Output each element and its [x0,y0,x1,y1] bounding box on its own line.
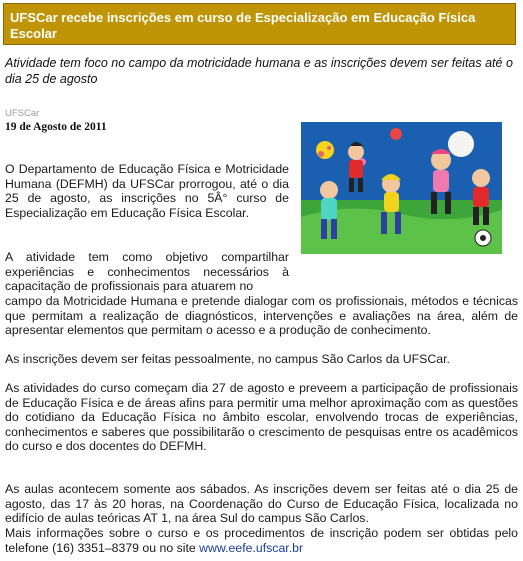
paragraph-4: As atividades do curso começam dia 27 de agosto e preveem a participação de profissionais de Educação Física e de áreas afins para permitir uma melhor aproximação com as questões do cotidiano da Educação Física no âmbito escolar, envolvendo trocas de experiências, conhecimentos e saberes que possibilitarão o crescimento de pesquisas entre os acadêmicos do curso e dos docentes do DEFMH. [5,381,518,454]
paragraph-6-text: Mais informações sobre o curso e os procedimentos de inscrição podem ser obtidas pelo telefone (16) 3351–8379 ou no site [5,526,518,555]
paragraph-3: As inscrições devem ser feitas pessoalmente, no campus São Carlos da UFSCar. [5,352,450,366]
article-subtitle: Atividade tem foco no campo da motricidade humana e as inscrições devem ser feitas até o dia 25 de agosto [5,56,513,86]
paragraph-6 [5,526,518,555]
paragraph-2-part-2: campo da Motricidade Humana e pretende dialogar com os profissionais, métodos e técnicas que permitam a realização de diagnósticos, intervenções e avaliações na área, além de apresentar elementos que permitam o acesso e a produção de conhecimento. [5,294,518,338]
paragraph-2-part-1: A atividade tem como objetivo compartilhar experiências e conhecimentos necessários à capacitação de profissionais para atuarem no [5,250,289,294]
moon-icon [448,131,474,157]
site-link[interactable]: www.eefe.ufscar.br [199,540,304,555]
article-source: UFSCar [5,108,40,119]
article-date: 19 de Agosto de 2011 [5,121,107,133]
title-bar [3,3,516,45]
article-title: UFSCar recebe inscrições em curso de Especialização em Educação Física Escolar [10,10,476,41]
children-playing-illustration [301,122,502,254]
flower-icon [390,128,402,140]
paragraph-5: As aulas acontecem somente aos sábados. As inscrições devem ser feitas até o dia 25 de agosto, das 17 às 20 horas, na Coordenação do Curso de Educação Física, localizada no edifício de aulas teóricas AT 1, na área Sul do campus São Carlos. [5,482,518,526]
paragraph-1: O Departamento de Educação Física e Motricidade Humana (DEFMH) da UFSCar prorrogou, até o dia 25 de agosto, as inscrições no 5Â° curso de Especialização em Educação Física Escolar. [5,162,289,220]
